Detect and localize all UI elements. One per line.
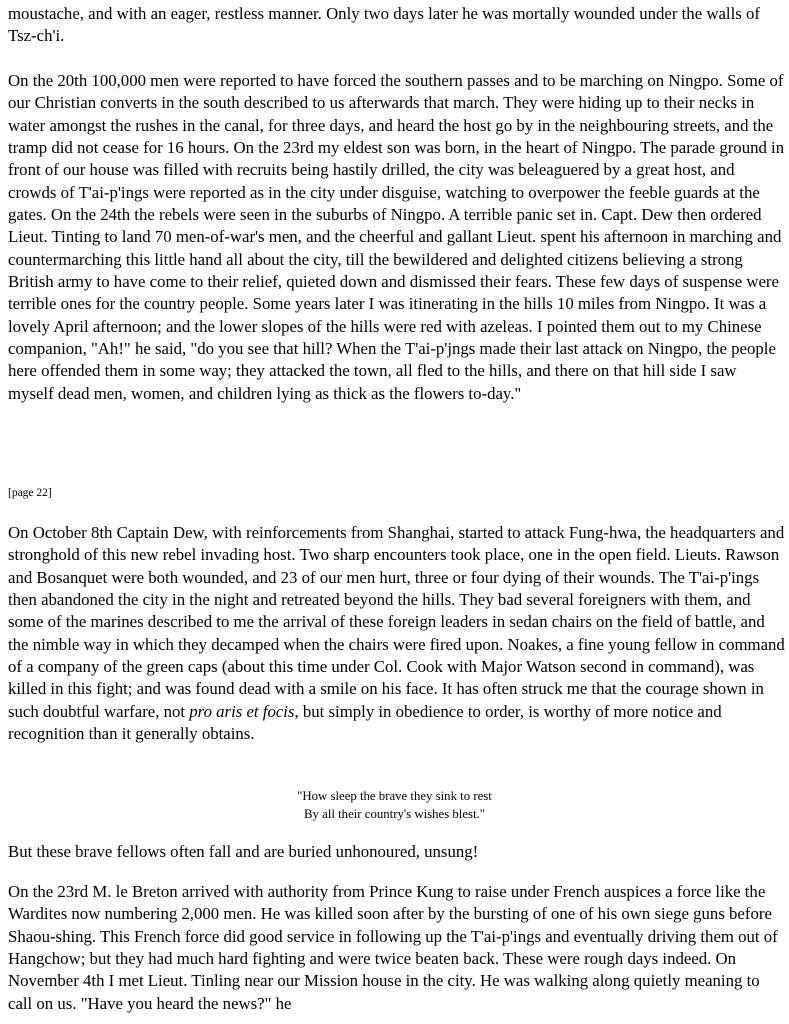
- paragraph-3-text-start: On October 8th Captain Dew, with reinforcements from Shanghai, started to attack Fung-hwa, the headquarters and stronghold of this new rebel invading host. Two sharp encounters took place, one in the open field. Lieuts. Rawson and Bosanquet were both wounded, and 23 of our men hurt, three or four dying of their wounds. The T'ai-p'ings then abandoned the city in the night and retreated beyond the hills. They bad several foreigners with them, and some of the marines described to me the arrival of these foreign leaders in sedan chairs on the field of battle, and the nimble way in which they decamped when the chairs were fired upon. Noakes, a fine young fellow in command of a company of the green caps (about this time under Col. Cook with Major Watson second in command), was killed in this fight; and was found dead with a smile on his face. It has often struck me that the courage shown in such doubtful warfare, not: [8, 523, 785, 721]
- latin-phrase: pro aris et focis: [189, 701, 295, 721]
- paragraph-1: moustache, and with an eager, restless manner. Only two days later he was mortally wounded under the walls of Tsz-ch'i.: [8, 4, 760, 46]
- paragraph-5: On the 23rd M. le Breton arrived with authority from Prince Kung to raise under French auspices a force like the Wardites now numbering 2,000 men. He was killed soon after by the bursting of one of his own siege guns before Shaou-shing. This French force did good service in following up the T'ai-p'ings and eventually driving them out of Hangchow; but they had much hard fighting and were twice beaten back. These were rough days indeed. On November 4th I met Lieut. Tinling near our Mission house in the city. He was walking along quietly meaning to call on us. "Have you heard the news?" he: [8, 882, 778, 1013]
- poem-line-2: By all their country's wishes blest.": [304, 807, 485, 821]
- poem-line-1: "How sleep the brave they sink to rest: [297, 789, 492, 803]
- page-number-reference: [page 22]: [8, 487, 52, 499]
- paragraph-3: [8, 522, 786, 745]
- paragraph-2: On the 20th 100,000 men were reported to have forced the southern passes and to be marching on Ningpo. Some of our Christian converts in the south described to us afterwards that march. They were hiding up to their necks in water amongst the rushes in the canal, for three days, and heard the host go by in the neighbouring streets, and the tramp did not cease for 16 hours. On the 23rd my eldest son was born, in the heart of Ningpo. The parade ground in front of our house was filled with recruits being hastily drilled, the city was beleaguered by a great host, and crowds of T'ai-p'ings were reported as in the city under disguise, watching to overpower the feeble guards at the gates. On the 24th the rebels were seen in the suburbs of Ningpo. A terrible panic set in. Capt. Dew then ordered Lieut. Tinting to land 70 men-of-war's men, and the cheerful and gallant Lieut. spent his afternoon in marching and countermarching this little hand all about the city, till the bewildered and delighted citizens believing a strong British army to have come to their relief, quieted down and dismissed their fears. These few days of suspense were terrible ones for the country people. Some years later I was itinerating in the hills 10 miles from Ningpo. It was a lovely April afternoon; and the lower slopes of the hills were red with azeleas. I pointed them out to my Chinese companion, "Ah!" he said, "do you see that hill? When the T'ai-p'jngs made their last attack on Ningpo, the people here offended them in some way; they attacked the town, all fled to the hills, and there on that hill side I saw myself dead men, women, and children lying as thick as the flowers to-day.": [8, 71, 785, 403]
- paragraph-3-text-end: , but simply in obedience to order, is worthy of more notice and recognition than it generally obtains.: [8, 701, 722, 744]
- paragraph-4: But these brave fellows often fall and are buried unhonoured, unsung!: [8, 842, 479, 861]
